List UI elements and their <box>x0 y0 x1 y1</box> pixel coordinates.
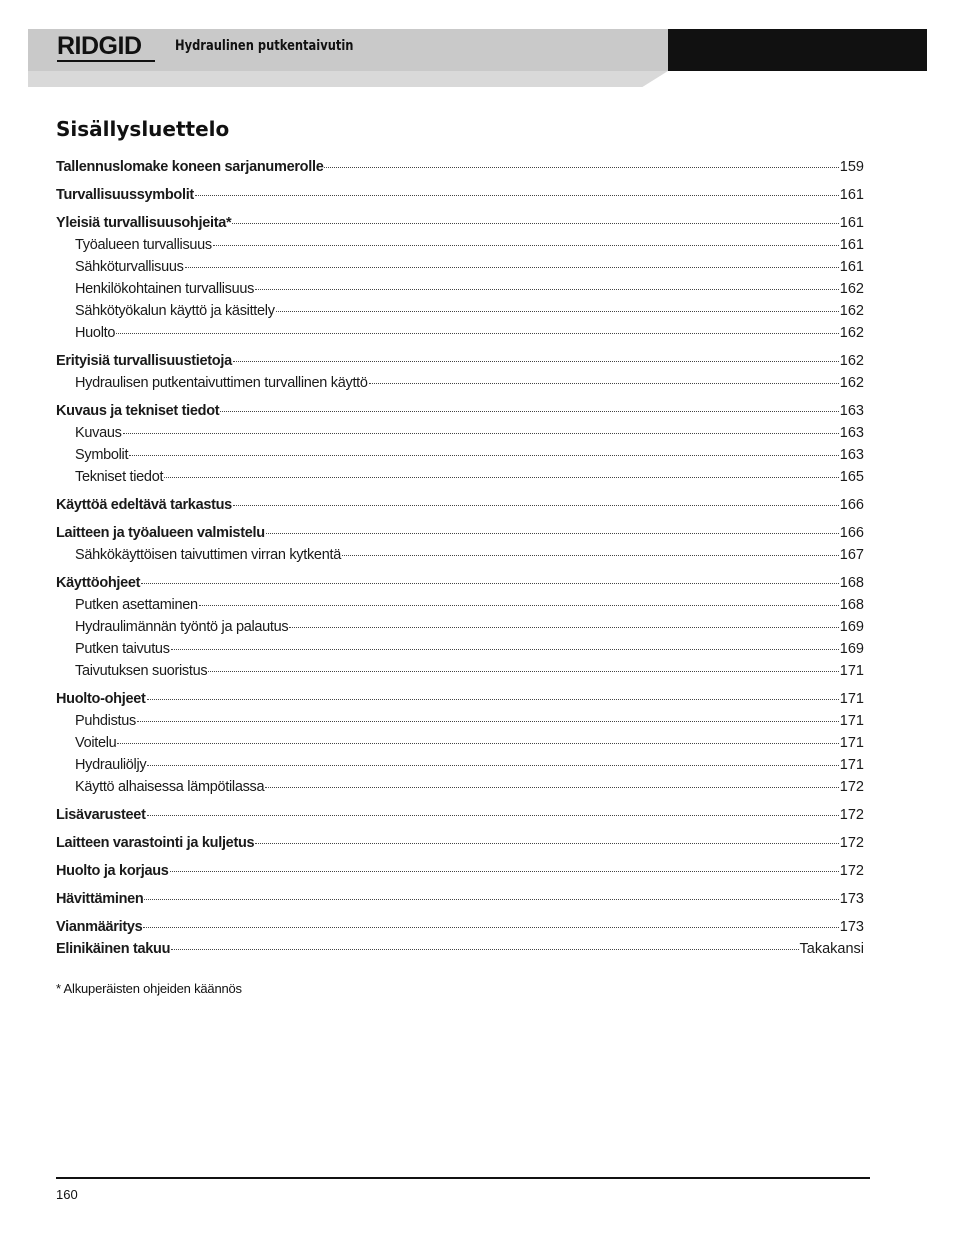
toc-entry[interactable] <box>56 350 864 372</box>
toc-entry[interactable] <box>56 916 864 938</box>
toc-entry-page: 162 <box>839 353 864 369</box>
footnote: * Alkuperäisten ohjeiden käännös <box>56 981 242 996</box>
toc-entry-page: 162 <box>839 375 864 391</box>
toc-subentry[interactable] <box>56 422 864 444</box>
toc-entry-label: Turvallisuussymbolit <box>56 187 194 203</box>
toc-entry-page: 168 <box>839 575 864 591</box>
dot-leader <box>147 815 839 816</box>
dot-leader <box>213 245 839 246</box>
dot-leader <box>369 383 839 384</box>
toc-entry[interactable] <box>56 156 864 178</box>
dot-leader <box>170 871 839 872</box>
dot-leader <box>220 411 838 412</box>
dot-leader <box>324 167 838 168</box>
toc-entry-label: Hydraulimännän työntö ja palautus <box>75 619 289 635</box>
toc-entry-page: 161 <box>839 237 864 253</box>
toc-entry[interactable] <box>56 184 864 206</box>
toc-entry-page: 165 <box>839 469 864 485</box>
toc-entry-page: 171 <box>839 735 864 751</box>
toc-entry-label: Huolto-ohjeet <box>56 691 146 707</box>
dot-leader <box>199 605 839 606</box>
toc-subentry[interactable] <box>56 710 864 732</box>
dot-leader <box>147 699 839 700</box>
toc-entry-label: Huolto <box>75 325 116 341</box>
dot-leader <box>265 787 839 788</box>
toc-entry[interactable] <box>56 832 864 854</box>
dot-leader <box>255 289 839 290</box>
toc-entry-label: Kuvaus ja tekniset tiedot <box>56 403 220 419</box>
toc-entry[interactable] <box>56 494 864 516</box>
toc-subentry[interactable] <box>56 544 864 566</box>
toc-entry-page: 159 <box>839 159 864 175</box>
dot-leader <box>147 765 838 766</box>
toc-entry-page: 162 <box>839 281 864 297</box>
toc-subentry[interactable] <box>56 594 864 616</box>
toc-subentry[interactable] <box>56 732 864 754</box>
toc-subentry[interactable] <box>56 322 864 344</box>
toc-entry-page: 167 <box>839 547 864 563</box>
header-black-block <box>668 29 927 71</box>
toc-entry-label: Erityisiä turvallisuustietoja <box>56 353 232 369</box>
toc-entry-page: 173 <box>839 891 864 907</box>
table-of-contents <box>56 156 864 960</box>
toc-entry-label: Elinikäinen takuu <box>56 941 171 957</box>
dot-leader <box>289 627 838 628</box>
toc-entry-label: Laitteen varastointi ja kuljetus <box>56 835 255 851</box>
toc-subentry[interactable] <box>56 754 864 776</box>
toc-entry-page: 169 <box>839 641 864 657</box>
toc-entry-page: 172 <box>839 807 864 823</box>
toc-subentry[interactable] <box>56 278 864 300</box>
toc-entry[interactable] <box>56 522 864 544</box>
toc-entry-page: Takakansi <box>799 941 864 957</box>
toc-entry-page: 171 <box>839 663 864 679</box>
toc-heading: Sisällysluettelo <box>56 117 230 141</box>
toc-entry-label: Käyttö alhaisessa lämpötilassa <box>75 779 265 795</box>
toc-subentry[interactable] <box>56 300 864 322</box>
dot-leader <box>117 743 838 744</box>
toc-entry-label: Hydraulisen putkentaivuttimen turvallinen käyttö <box>75 375 368 391</box>
dot-leader <box>342 555 839 556</box>
dot-leader <box>129 455 839 456</box>
toc-entry-label: Hävittäminen <box>56 891 144 907</box>
dot-leader <box>276 311 839 312</box>
document-title: Hydraulinen putkentaivutin <box>175 38 354 54</box>
toc-entry-label: Hydrauliöljy <box>75 757 147 773</box>
toc-entry-page: 166 <box>839 497 864 513</box>
toc-entry-label: Huolto ja korjaus <box>56 863 169 879</box>
toc-subentry[interactable] <box>56 256 864 278</box>
toc-entry-page: 171 <box>839 757 864 773</box>
toc-subentry[interactable] <box>56 234 864 256</box>
toc-entry-label: Putken asettaminen <box>75 597 198 613</box>
toc-subentry[interactable] <box>56 638 864 660</box>
toc-entry-label: Vianmääritys <box>56 919 143 935</box>
toc-entry-label: Symbolit <box>75 447 129 463</box>
toc-entry-page: 169 <box>839 619 864 635</box>
dot-leader <box>255 843 839 844</box>
dot-leader <box>195 195 839 196</box>
dot-leader <box>171 949 798 950</box>
dot-leader <box>141 583 839 584</box>
toc-entry-label: Yleisiä turvallisuusohjeita* <box>56 215 232 231</box>
toc-entry-page: 168 <box>839 597 864 613</box>
dot-leader <box>266 533 839 534</box>
toc-entry-label: Tekniset tiedot <box>75 469 164 485</box>
dot-leader <box>233 505 839 506</box>
toc-entry-page: 172 <box>839 835 864 851</box>
toc-subentry[interactable] <box>56 466 864 488</box>
toc-entry-page: 171 <box>839 691 864 707</box>
dot-leader <box>171 649 839 650</box>
toc-entry-label: Laitteen ja työalueen valmistelu <box>56 525 265 541</box>
dot-leader <box>144 899 838 900</box>
toc-subentry[interactable] <box>56 776 864 798</box>
dot-leader <box>233 361 839 362</box>
footer-rule <box>56 1177 870 1179</box>
toc-entry-label: Sähkökäyttöisen taivuttimen virran kytkentä <box>75 547 341 563</box>
toc-entry-label: Putken taivutus <box>75 641 170 657</box>
ridgid-logo <box>57 33 157 65</box>
toc-entry-label: Puhdistus <box>75 713 136 729</box>
toc-entry-page: 163 <box>839 425 864 441</box>
dot-leader <box>185 267 839 268</box>
toc-entry-label: Sähköturvallisuus <box>75 259 184 275</box>
toc-entry-label: Kuvaus <box>75 425 122 441</box>
dot-leader <box>232 223 838 224</box>
toc-entry-page: 173 <box>839 919 864 935</box>
toc-entry-page: 166 <box>839 525 864 541</box>
toc-entry-page: 161 <box>839 215 864 231</box>
toc-subentry[interactable] <box>56 444 864 466</box>
toc-entry[interactable] <box>56 860 864 882</box>
toc-entry-label: Työalueen turvallisuus <box>75 237 212 253</box>
toc-entry[interactable] <box>56 688 864 710</box>
toc-entry-label: Taivutuksen suoristus <box>75 663 208 679</box>
toc-entry-page: 172 <box>839 779 864 795</box>
toc-entry-page: 163 <box>839 403 864 419</box>
toc-entry[interactable] <box>56 804 864 826</box>
logo-text: RIDGID <box>57 32 142 60</box>
toc-entry-page: 162 <box>839 303 864 319</box>
dot-leader <box>116 333 839 334</box>
toc-entry-page: 171 <box>839 713 864 729</box>
toc-entry-label: Käyttöohjeet <box>56 575 141 591</box>
toc-entry-label: Lisävarusteet <box>56 807 146 823</box>
toc-entry-page: 162 <box>839 325 864 341</box>
toc-entry[interactable] <box>56 938 864 960</box>
dot-leader <box>164 477 839 478</box>
page-number: 160 <box>56 1187 78 1202</box>
toc-subentry[interactable] <box>56 372 864 394</box>
toc-entry-page: 161 <box>839 187 864 203</box>
toc-entry[interactable] <box>56 572 864 594</box>
toc-entry-page: 163 <box>839 447 864 463</box>
toc-entry-label: Sähkötyökalun käyttö ja käsittely <box>75 303 275 319</box>
toc-subentry[interactable] <box>56 660 864 682</box>
toc-entry[interactable] <box>56 888 864 910</box>
dot-leader <box>208 671 838 672</box>
toc-subentry[interactable] <box>56 616 864 638</box>
toc-entry[interactable] <box>56 212 864 234</box>
header-bar-shadow <box>28 71 668 87</box>
dot-leader <box>143 927 838 928</box>
toc-entry-page: 172 <box>839 863 864 879</box>
toc-entry-label: Voitelu <box>75 735 117 751</box>
toc-entry-label: Henkilökohtainen turvallisuus <box>75 281 255 297</box>
toc-entry-page: 161 <box>839 259 864 275</box>
toc-entry-label: Tallennuslomake koneen sarjanumerolle <box>56 159 324 175</box>
toc-entry[interactable] <box>56 400 864 422</box>
dot-leader <box>137 721 839 722</box>
logo-underline <box>57 60 155 62</box>
dot-leader <box>123 433 839 434</box>
toc-entry-label: Käyttöä edeltävä tarkastus <box>56 497 232 513</box>
